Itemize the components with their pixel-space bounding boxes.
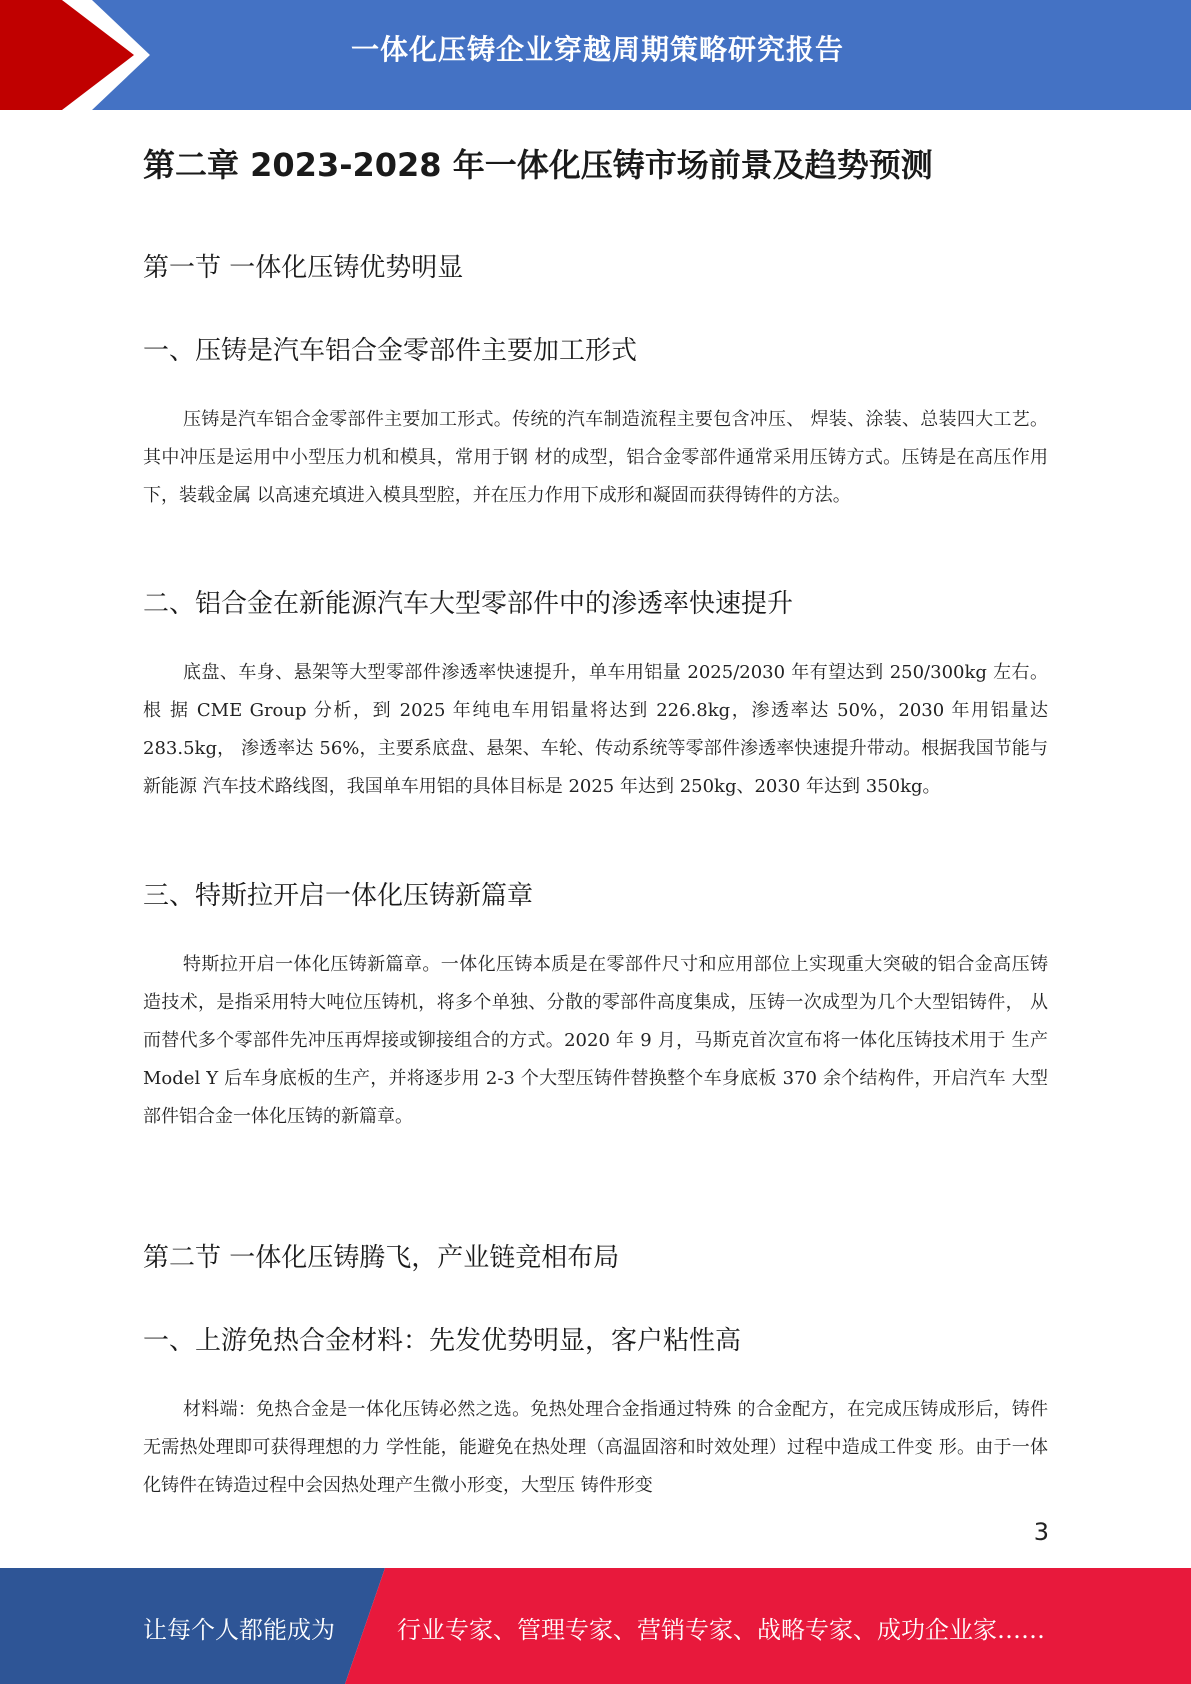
footer-slogan-left: 让每个人都能成为	[143, 1616, 335, 1644]
paragraph-1-1: 压铸是汽车铝合金零部件主要加工形式。传统的汽车制造流程主要包含冲压、 焊装、涂装、总装四大工艺。其中冲压是运用中小型压力机和模具，常用于钢 材的成型，铝合金零部件通常采用压铸方式。压铸是在高压作用下，装载金属 以高速充填进入模具型腔，并在压力作用下成形和凝固而获得铸件的方法。	[143, 409, 1048, 506]
subsection-title-2-1: 一、上游免热合金材料：先发优势明显，客户粘性高	[143, 1326, 742, 1356]
footer-slogan-right: 行业专家、管理专家、营销专家、战略专家、成功企业家……	[397, 1616, 1045, 1644]
paragraph-2-1: 材料端：免热合金是一体化压铸必然之选。免热处理合金指通过特殊 的合金配方，在完成压铸成形后，铸件无需热处理即可获得理想的力 学性能，能避免在热处理（高温固溶和时效处理）过程中造成工件变 形。由于一体化铸件在铸造过程中会因热处理产生微小形变，大型压 铸件形变	[143, 1399, 1048, 1496]
section-title-2: 第二节 一体化压铸腾飞，产业链竞相布局	[143, 1243, 620, 1273]
chapter-title: 第二章 2023-2028 年一体化压铸市场前景及趋势预测	[143, 146, 933, 184]
section-title-1: 第一节 一体化压铸优势明显	[143, 253, 464, 283]
page-footer	[0, 1568, 1191, 1684]
subsection-title-1-3: 三、特斯拉开启一体化压铸新篇章	[143, 881, 534, 911]
page-number: 3	[1033, 1518, 1049, 1546]
subsection-title-1-2: 二、铝合金在新能源汽车大型零部件中的渗透率快速提升	[143, 589, 794, 619]
paragraph-1-2: 底盘、车身、悬架等大型零部件渗透率快速提升，单车用铝量 2025/2030 年有望达到 250/300kg 左右。根 据 CME Group 分析，到 2025 年纯电车用铝量将达到 226.8kg，渗透率达 50%，2030 年用铝量达 283.5kg， 渗透率达 56%，主要系底盘、悬架、车轮、传动系统等零部件渗透率快速提升带动。根据我国节能与新能源 汽车技术路线图，我国单车用铝的具体目标是 2025 年达到 250kg、2030 年达到 350kg。	[143, 662, 1048, 797]
paragraph-1-3: 特斯拉开启一体化压铸新篇章。一体化压铸本质是在零部件尺寸和应用部位上实现重大突破的铝合金高压铸 造技术，是指采用特大吨位压铸机，将多个单独、分散的零部件高度集成，压铸一次成型为几个大型铝铸件， 从而替代多个零部件先冲压再焊接或铆接组合的方式。2020 年 9 月，马斯克首次宣布将一体化压铸技术用于 生产 Model Y 后车身底板的生产，并将逐步用 2-3 个大型压铸件替换整个车身底板 370 余个结构件，开启汽车 大型部件铝合金一体化压铸的新篇章。	[143, 954, 1048, 1127]
subsection-title-1-1: 一、压铸是汽车铝合金零部件主要加工形式	[143, 336, 638, 366]
page-header	[0, 0, 1191, 110]
report-title: 一体化压铸企业穿越周期策略研究报告	[351, 33, 845, 66]
